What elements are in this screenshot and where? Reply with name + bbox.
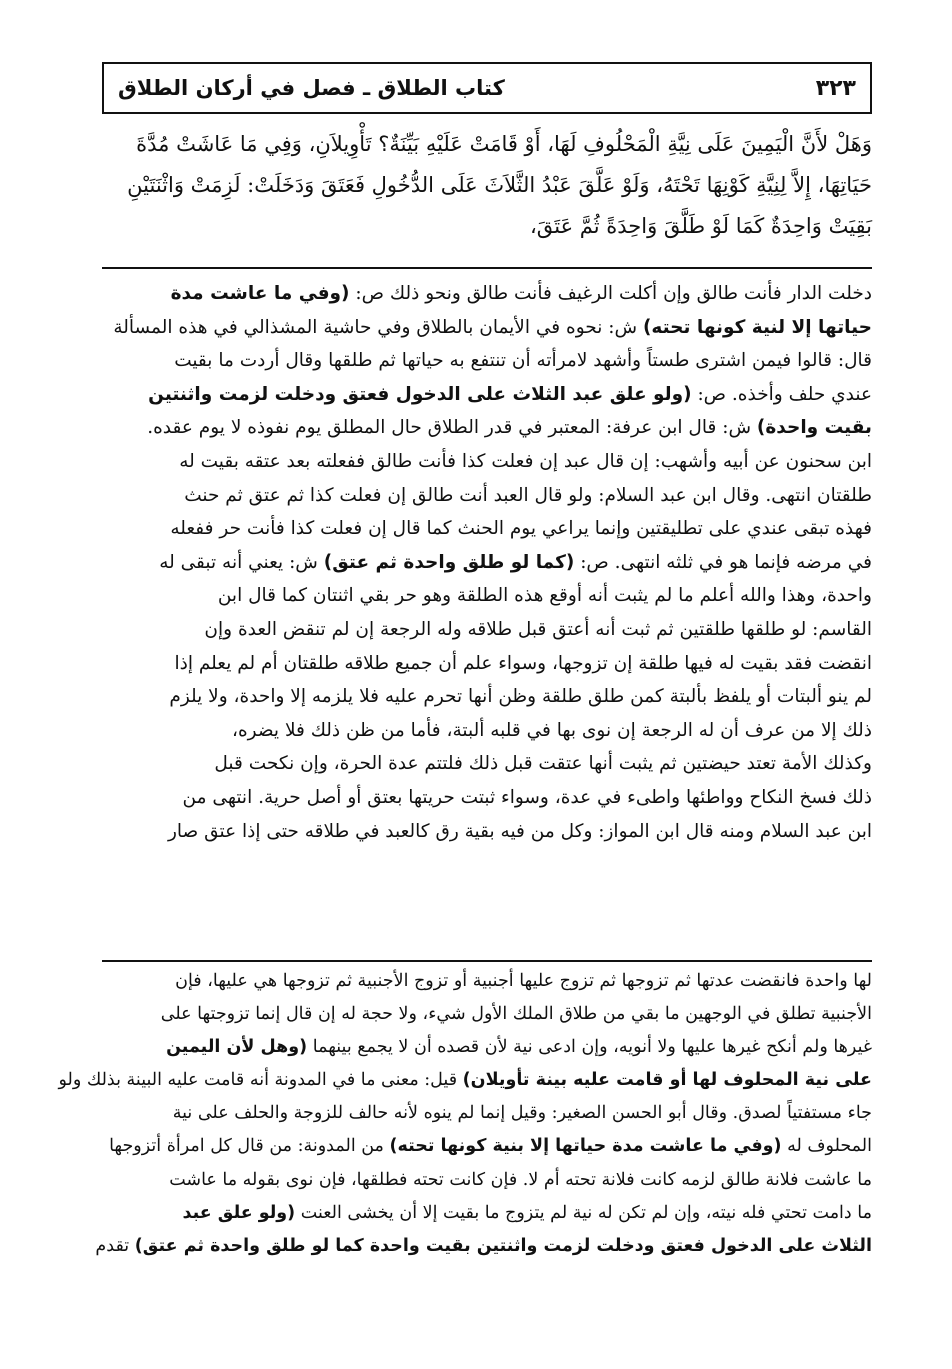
sharh-line: واحدة، وهذا والله أعلم ما لم يثبت أنه أوقع هذه الطلقة وهو حر بقي اثنتان كما قال ابن <box>217 585 872 607</box>
sharh-line: ذلك إلا من عرف أن له الرجعة إن نوى بها في قلبه ألبتة، فأما من ظن ذلك فلا يضره، <box>232 719 872 741</box>
hashiya-text: قيل: معنى ما في المدونة أنه قامت عليه البينة بذلك ولو <box>58 1070 458 1091</box>
sharh-line: فهذه تبقى عندي على تطليقتين وإنما يراعي يوم الحنث كما قال إن فعلت كذا فأنت حر ففعله <box>170 518 872 540</box>
matn-divider <box>102 267 872 269</box>
sharh-line: لم ينو ألبتات أو يلفظ بألبتة كمن طلق طلقة وظن أنها تحرم عليه فلا يلزمه إلا واحدة، ولا يلزم <box>169 686 872 708</box>
sharh-line: القاسم: لو طلقها طلقتين ثم ثبت أنه أعتق قبل طلاقه وله الرجعة إن لم تنقض العدة وإن <box>204 618 872 640</box>
quoted-matn: على نية المحلوف لها أو قامت عليه بينة تأويلان) <box>462 1070 872 1091</box>
matn-text <box>102 124 872 247</box>
quoted-matn: حياتها إلا لنية كونها تحته) <box>642 316 872 338</box>
sharh-text: ش: يعني أنه تبقى له <box>159 551 318 573</box>
matn-line: وَهَلْ لأَنَّ الْيَمِينَ عَلَى نِيَّةِ الْمَحْلُوفِ لَهَا، أَوْ قَامَتْ عَلَيْهِ بَيِّنَةٌ؟ تَأْوِيلاَنِ، وَفِي مَا عَاشَتْ مُدَّةَ <box>136 132 872 156</box>
quoted-matn: (ولو علق عبد <box>182 1202 296 1223</box>
quoted-matn: (وفي ما عاشت مدة <box>170 283 350 304</box>
hashiya-line <box>102 1197 872 1230</box>
sharh-line: وكذلك الأمة تعتد حيضتين ثم يثبت أنها عتقت قبل ذلك فلتتم عدة الحرة، وإن نكحت قبل <box>214 753 872 775</box>
quoted-matn: الثلاث على الدخول فعتق ودخلت لزمت واثنتين بقيت واحدة كما لو طلق واحدة ثم عتق) <box>134 1235 872 1256</box>
hashiya-line <box>102 1031 872 1064</box>
hashiya-text: غيرها ولم أنكح غيرها عليها ولا أنويه، وإن ادعى نية لأن قصده أن لا يجمع بينهما <box>312 1037 872 1058</box>
page-number: ٣٢٣ <box>815 75 856 101</box>
sharh-line <box>102 311 872 345</box>
quoted-matn: (كما لو طلق واحدة ثم عتق) <box>323 551 575 573</box>
sharh-line: ذلك فسخ النكاح وواطئها واطىء في عدة، وسواء ثبتت حريتها بعتق أو أصل حرية. انتهى من <box>182 786 872 808</box>
quoted-matn: (وهل لأن اليمين <box>166 1037 308 1058</box>
sharh-line: قال: قالوا فيمن اشترى طستاً وأشهد لامرأته أن تنتفع به حياتها ثم طلقها وقال أردت ما بقيت <box>174 350 872 372</box>
sharh-line: طلقتان انتهى. وقال ابن عبد السلام: ولو قال العبد أنت طالق إن فعلت كذا ثم عتق ثم حنث <box>184 484 872 506</box>
hashiya-line <box>58 1064 872 1097</box>
sharh-line <box>102 411 872 445</box>
matn-line: بَقِيَتْ وَاحِدَةٌ كَمَا لَوْ طَلَّقَ وَاحِدَةً ثُمَّ عَتَقَ، <box>529 214 872 238</box>
hashiya-line: ما عاشت فلانة طالق لزمه كانت فلانة تحته أم لا. فإن كانت تحته فطلقها، فإن نوى بقوله ما عاشت <box>169 1169 872 1190</box>
sharh-text: ش: نحوه في الأيمان بالطلاق وفي حاشية المشذالي في هذه المسألة <box>113 316 638 338</box>
hashiya-line <box>95 1230 872 1263</box>
sharh-line: ابن عبد السلام ومنه قال ابن المواز: وكل من فيه بقية رق كالعبد في طلاقه حتى إذا عتق صار <box>167 820 872 842</box>
hashiya-text: تقدم <box>95 1235 130 1256</box>
hashiya-line: جاء مستفتياً لصدق. وقال أبو الحسن الصغير: وقيل إنما لم ينوه لأنه حالف للزوجة والحلف على نية <box>172 1103 872 1124</box>
hashiya-line <box>102 1130 872 1163</box>
footnote-divider <box>102 960 872 962</box>
matn-line: حَيَاتِهَا، إِلاَّ لِنِيَّةِ كَوْنِهَا تَحْتَهُ، وَلَوْ عَلَّقَ عَبْدُ الثَّلاَثَ عَلَى الدُّخُولِ فَعَتَقَ وَدَخَلَتْ: لَزِمَتْ وَاثْنَتَيْنِ <box>127 173 872 197</box>
quoted-matn: (ولو علق عبد الثلاث على الدخول فعتق ودخلت لزمت واثنتين <box>148 383 692 405</box>
hashiya-text: المحلوف له <box>787 1136 872 1157</box>
hashiya-line: الأجنبية تطلق في الوجهين ما بقي من طلاق الملك الأول شيء، ولا حجة له إن قال إنما تزوجتها على <box>160 1004 872 1025</box>
sharh-line <box>102 277 872 311</box>
hashiya-text: ما دامت تحتي فله نيته، وإن لم تكن له نية لم يتزوج ما بقيت إلا أن يخشى العنت <box>300 1202 872 1223</box>
chapter-title: كتاب الطلاق ـ فصل في أركان الطلاق <box>118 76 505 100</box>
sharh-text: دخلت الدار فأنت طالق وإن أكلت الرغيف فأنت طالق ونحو ذلك ص: <box>355 283 872 304</box>
hashiya-line: لها واحدة فانقضت عدتها ثم تزوجها ثم تزوج عليها أجنبية أو تزوج الأجنبية ثم تزوجها هي عليها، فإن <box>175 971 872 991</box>
quoted-matn: بقيت واحدة) <box>756 417 872 439</box>
sharh-commentary <box>102 277 872 848</box>
sharh-text: في مرضه فإنما هو في ثلثه انتهى. ص: <box>580 551 872 573</box>
sharh-line <box>102 546 872 580</box>
sharh-line: ابن سحنون عن أبيه وأشهب: إن قال عبد إن فعلت كذا فأنت طالق ففعلته بعد عتقه بقيت له <box>179 450 872 472</box>
running-header <box>102 62 872 114</box>
sharh-text: عندي حلف وأخذه. ص: <box>697 383 872 405</box>
sharh-line <box>102 378 872 412</box>
hashiya-footnote <box>58 965 872 1263</box>
hashiya-text: من المدونة: من قال كل امرأة أتزوجها <box>109 1136 384 1157</box>
sharh-text: ش: قال ابن عرفة: المعتبر في قدر الطلاق حال المطلق يوم نفوذه لا يوم عقده. <box>147 417 752 439</box>
sharh-line: انقضت فقد بقيت له فيها طلقة إن تزوجها، وسواء علم أن جميع طلاقه طلقتان أم لم يعلم إذا <box>174 652 872 674</box>
quoted-matn: (وفي ما عاشت مدة حياتها إلا بنية كونها تحته) <box>389 1136 782 1157</box>
